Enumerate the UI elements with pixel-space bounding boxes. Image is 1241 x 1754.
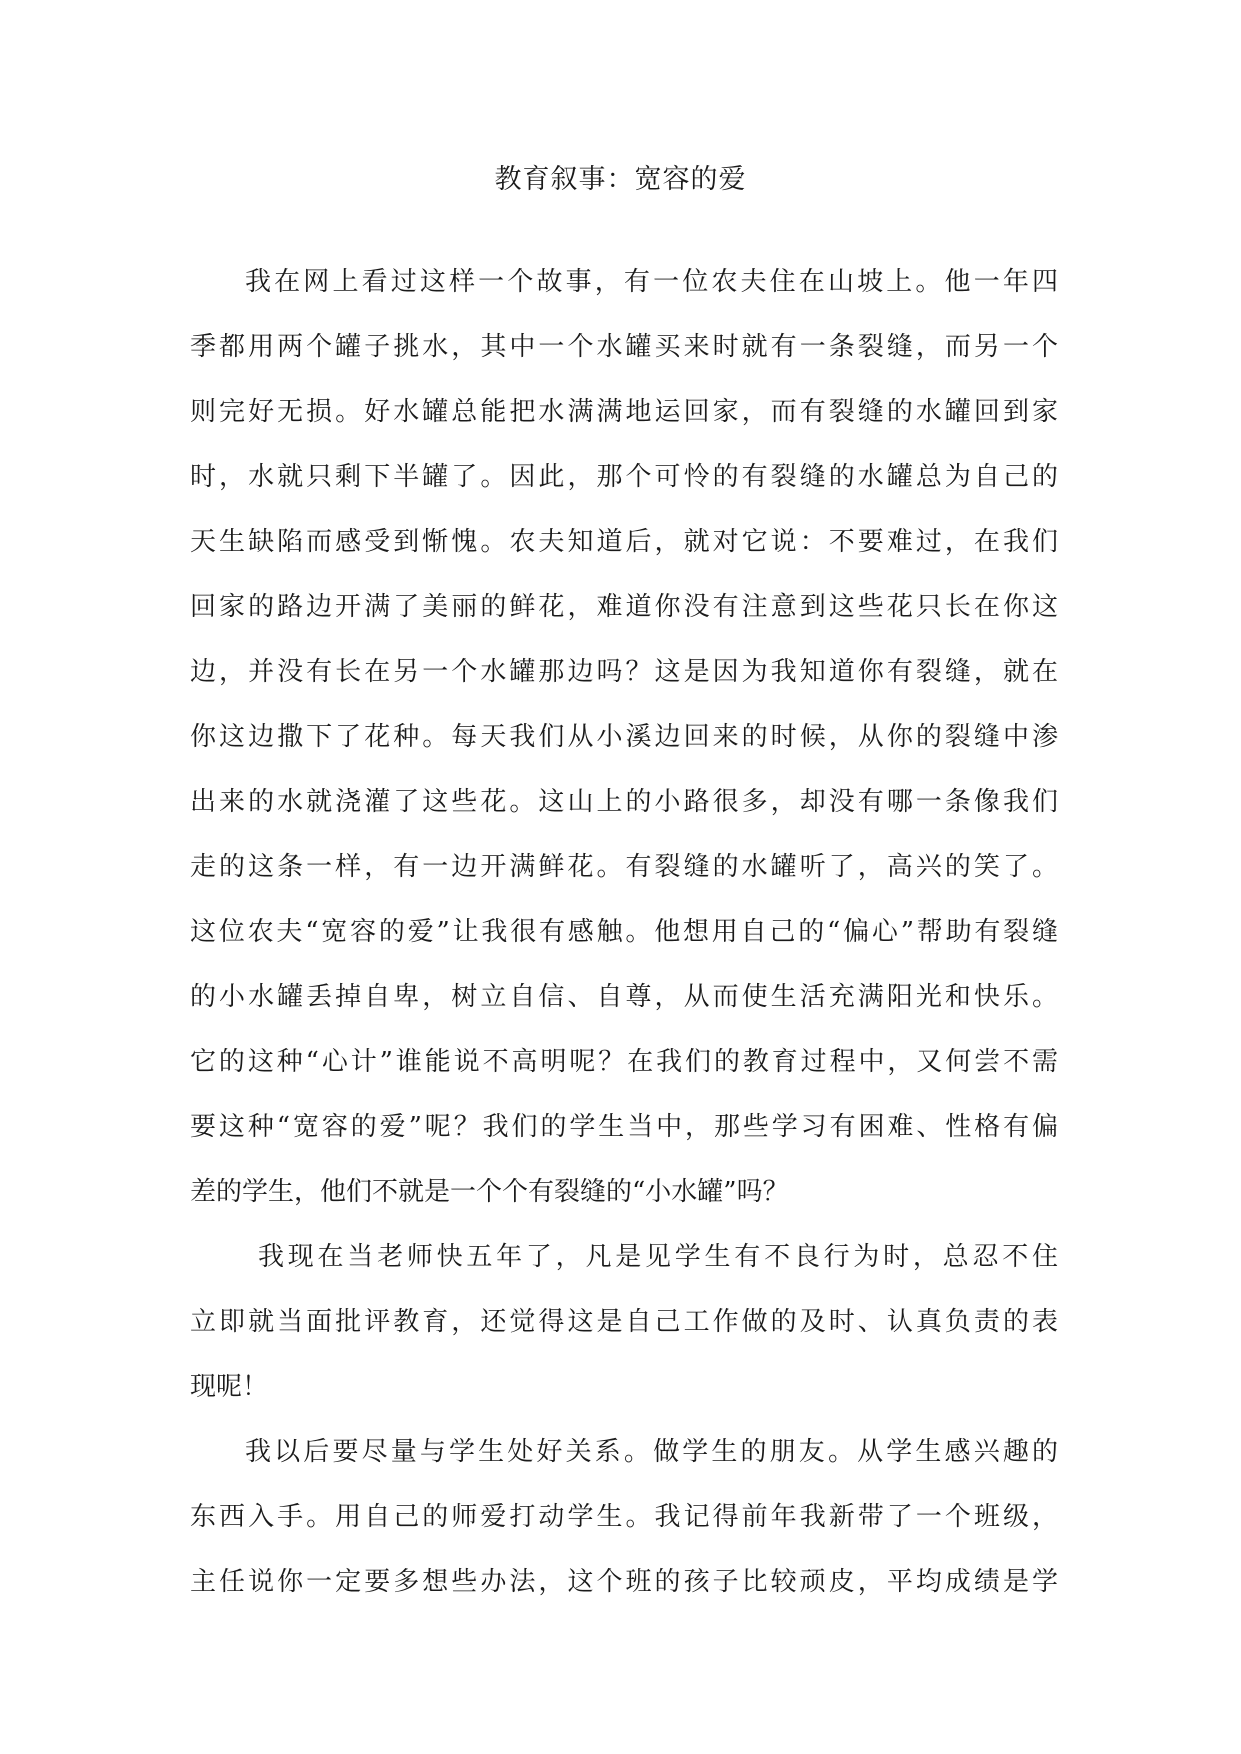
- text-line: 现呢！: [190, 1372, 269, 1402]
- text-line: 要这种“宽容的爱”呢？我们的学生当中，那些学习有困难、性格有偏: [190, 1112, 1058, 1142]
- document-body: [190, 260, 1058, 1625]
- text-line: 差的学生，他们不就是一个个有裂缝的“小水罐”吗？: [190, 1177, 789, 1207]
- document-title: 教育叙事：宽容的爱: [494, 164, 747, 195]
- text-line: 则完好无损。好水罐总能把水满满地运回家，而有裂缝的水罐回到家: [190, 397, 1058, 427]
- text-line: 出来的水就浇灌了这些花。这山上的小路很多，却没有哪一条像我们: [190, 787, 1058, 817]
- text-line: 我以后要尽量与学生处好关系。做学生的朋友。从学生感兴趣的: [245, 1437, 1058, 1467]
- text-line: 这位农夫“宽容的爱”让我很有感触。他想用自己的“偏心”帮助有裂缝: [190, 917, 1058, 947]
- text-line: 立即就当面批评教育，还觉得这是自己工作做的及时、认真负责的表: [190, 1307, 1058, 1337]
- text-line: 走的这条一样，有一边开满鲜花。有裂缝的水罐听了，高兴的笑了。: [190, 852, 1058, 882]
- text-line: 我现在当老师快五年了，凡是见学生有不良行为时，总忍不住: [258, 1242, 1058, 1272]
- text-line: 它的这种“心计”谁能说不高明呢？在我们的教育过程中，又何尝不需: [190, 1047, 1058, 1077]
- text-line: 季都用两个罐子挑水，其中一个水罐买来时就有一条裂缝，而另一个: [190, 332, 1058, 362]
- text-line: 时，水就只剩下半罐了。因此，那个可怜的有裂缝的水罐总为自己的: [190, 462, 1058, 492]
- text-line: 主任说你一定要多想些办法，这个班的孩子比较顽皮，平均成绩是学: [190, 1567, 1058, 1597]
- text-line: 边，并没有长在另一个水罐那边吗？这是因为我知道你有裂缝，就在: [190, 657, 1058, 687]
- text-line: 你这边撒下了花种。每天我们从小溪边回来的时候，从你的裂缝中渗: [190, 722, 1058, 752]
- text-line: 回家的路边开满了美丽的鲜花，难道你没有注意到这些花只长在你这: [190, 592, 1058, 622]
- text-line: 我在网上看过这样一个故事，有一位农夫住在山坡上。他一年四: [245, 267, 1058, 297]
- text-line: 天生缺陷而感受到惭愧。农夫知道后，就对它说：不要难过，在我们: [190, 527, 1058, 557]
- text-line: 东西入手。用自己的师爱打动学生。我记得前年我新带了一个班级，: [190, 1502, 1058, 1532]
- text-line: 的小水罐丢掉自卑，树立自信、自尊，从而使生活充满阳光和快乐。: [190, 982, 1058, 1012]
